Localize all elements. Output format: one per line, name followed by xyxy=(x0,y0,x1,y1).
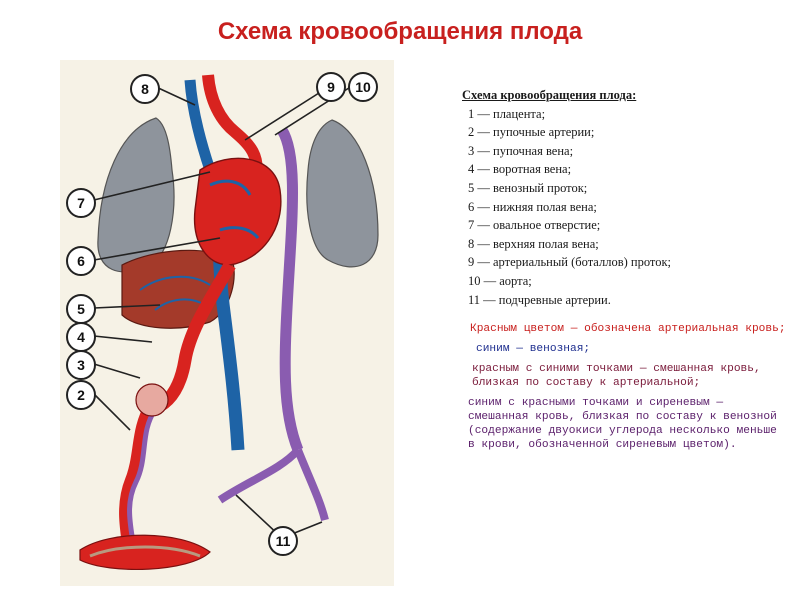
note-mixed-arterial: красным с синими точками — смешанная кровь, близкая по составу к артериальной; xyxy=(472,363,761,389)
descending-aorta xyxy=(282,130,298,450)
note-arterial: Красным цветом — обозначена артериальная кровь; xyxy=(470,323,786,335)
marker-9: 9 xyxy=(316,72,346,102)
marker-2: 2 xyxy=(66,380,96,410)
marker-6: 6 xyxy=(66,246,96,276)
hypogastric-artery-left xyxy=(220,450,298,500)
legend-item: 6 — нижняя полая вена; xyxy=(468,199,597,214)
hypogastric-artery-right xyxy=(298,450,325,520)
color-notes xyxy=(468,322,788,458)
marker-11: 11 xyxy=(268,526,298,556)
legend-item: 1 — плацента; xyxy=(468,106,546,121)
note-mixed-venous: синим с красными точками и сиреневым — смешанная кровь, близкая по составу к венозной (содержание двуокиси углерода несколько меньше в крови, обозначенной сиреневым цветом). xyxy=(468,397,777,451)
marker-8: 8 xyxy=(130,74,160,104)
legend-item: 3 — пупочная вена; xyxy=(468,143,574,158)
legend-list xyxy=(462,105,782,310)
legend-item: 7 — овальное отверстие; xyxy=(468,218,601,233)
page-title: Схема кровообращения плода xyxy=(217,18,583,45)
marker-5: 5 xyxy=(66,294,96,324)
marker-4: 4 xyxy=(66,322,96,352)
legend-item: 2 — пупочные артерии; xyxy=(468,125,595,140)
circulation-illustration xyxy=(60,60,394,586)
right-lung xyxy=(307,120,378,267)
legend-heading: Схема кровообращения плода: xyxy=(462,88,637,102)
legend xyxy=(462,86,782,309)
legend-item: 10 — аорта; xyxy=(468,273,532,288)
marker-3: 3 xyxy=(66,350,96,380)
marker-7: 7 xyxy=(66,188,96,218)
legend-item: 8 — верхняя полая вена; xyxy=(468,236,599,251)
heart xyxy=(195,158,281,265)
legend-item: 9 — артериальный (боталлов) проток; xyxy=(468,255,671,270)
legend-item: 11 — подчревные артерии. xyxy=(468,292,611,307)
marker-10: 10 xyxy=(348,72,378,102)
legend-item: 4 — воротная вена; xyxy=(468,162,572,177)
legend-item: 5 — венозный проток; xyxy=(468,180,588,195)
fetal-circulation-diagram xyxy=(60,60,394,586)
note-venous: синим — венозная; xyxy=(476,343,591,355)
